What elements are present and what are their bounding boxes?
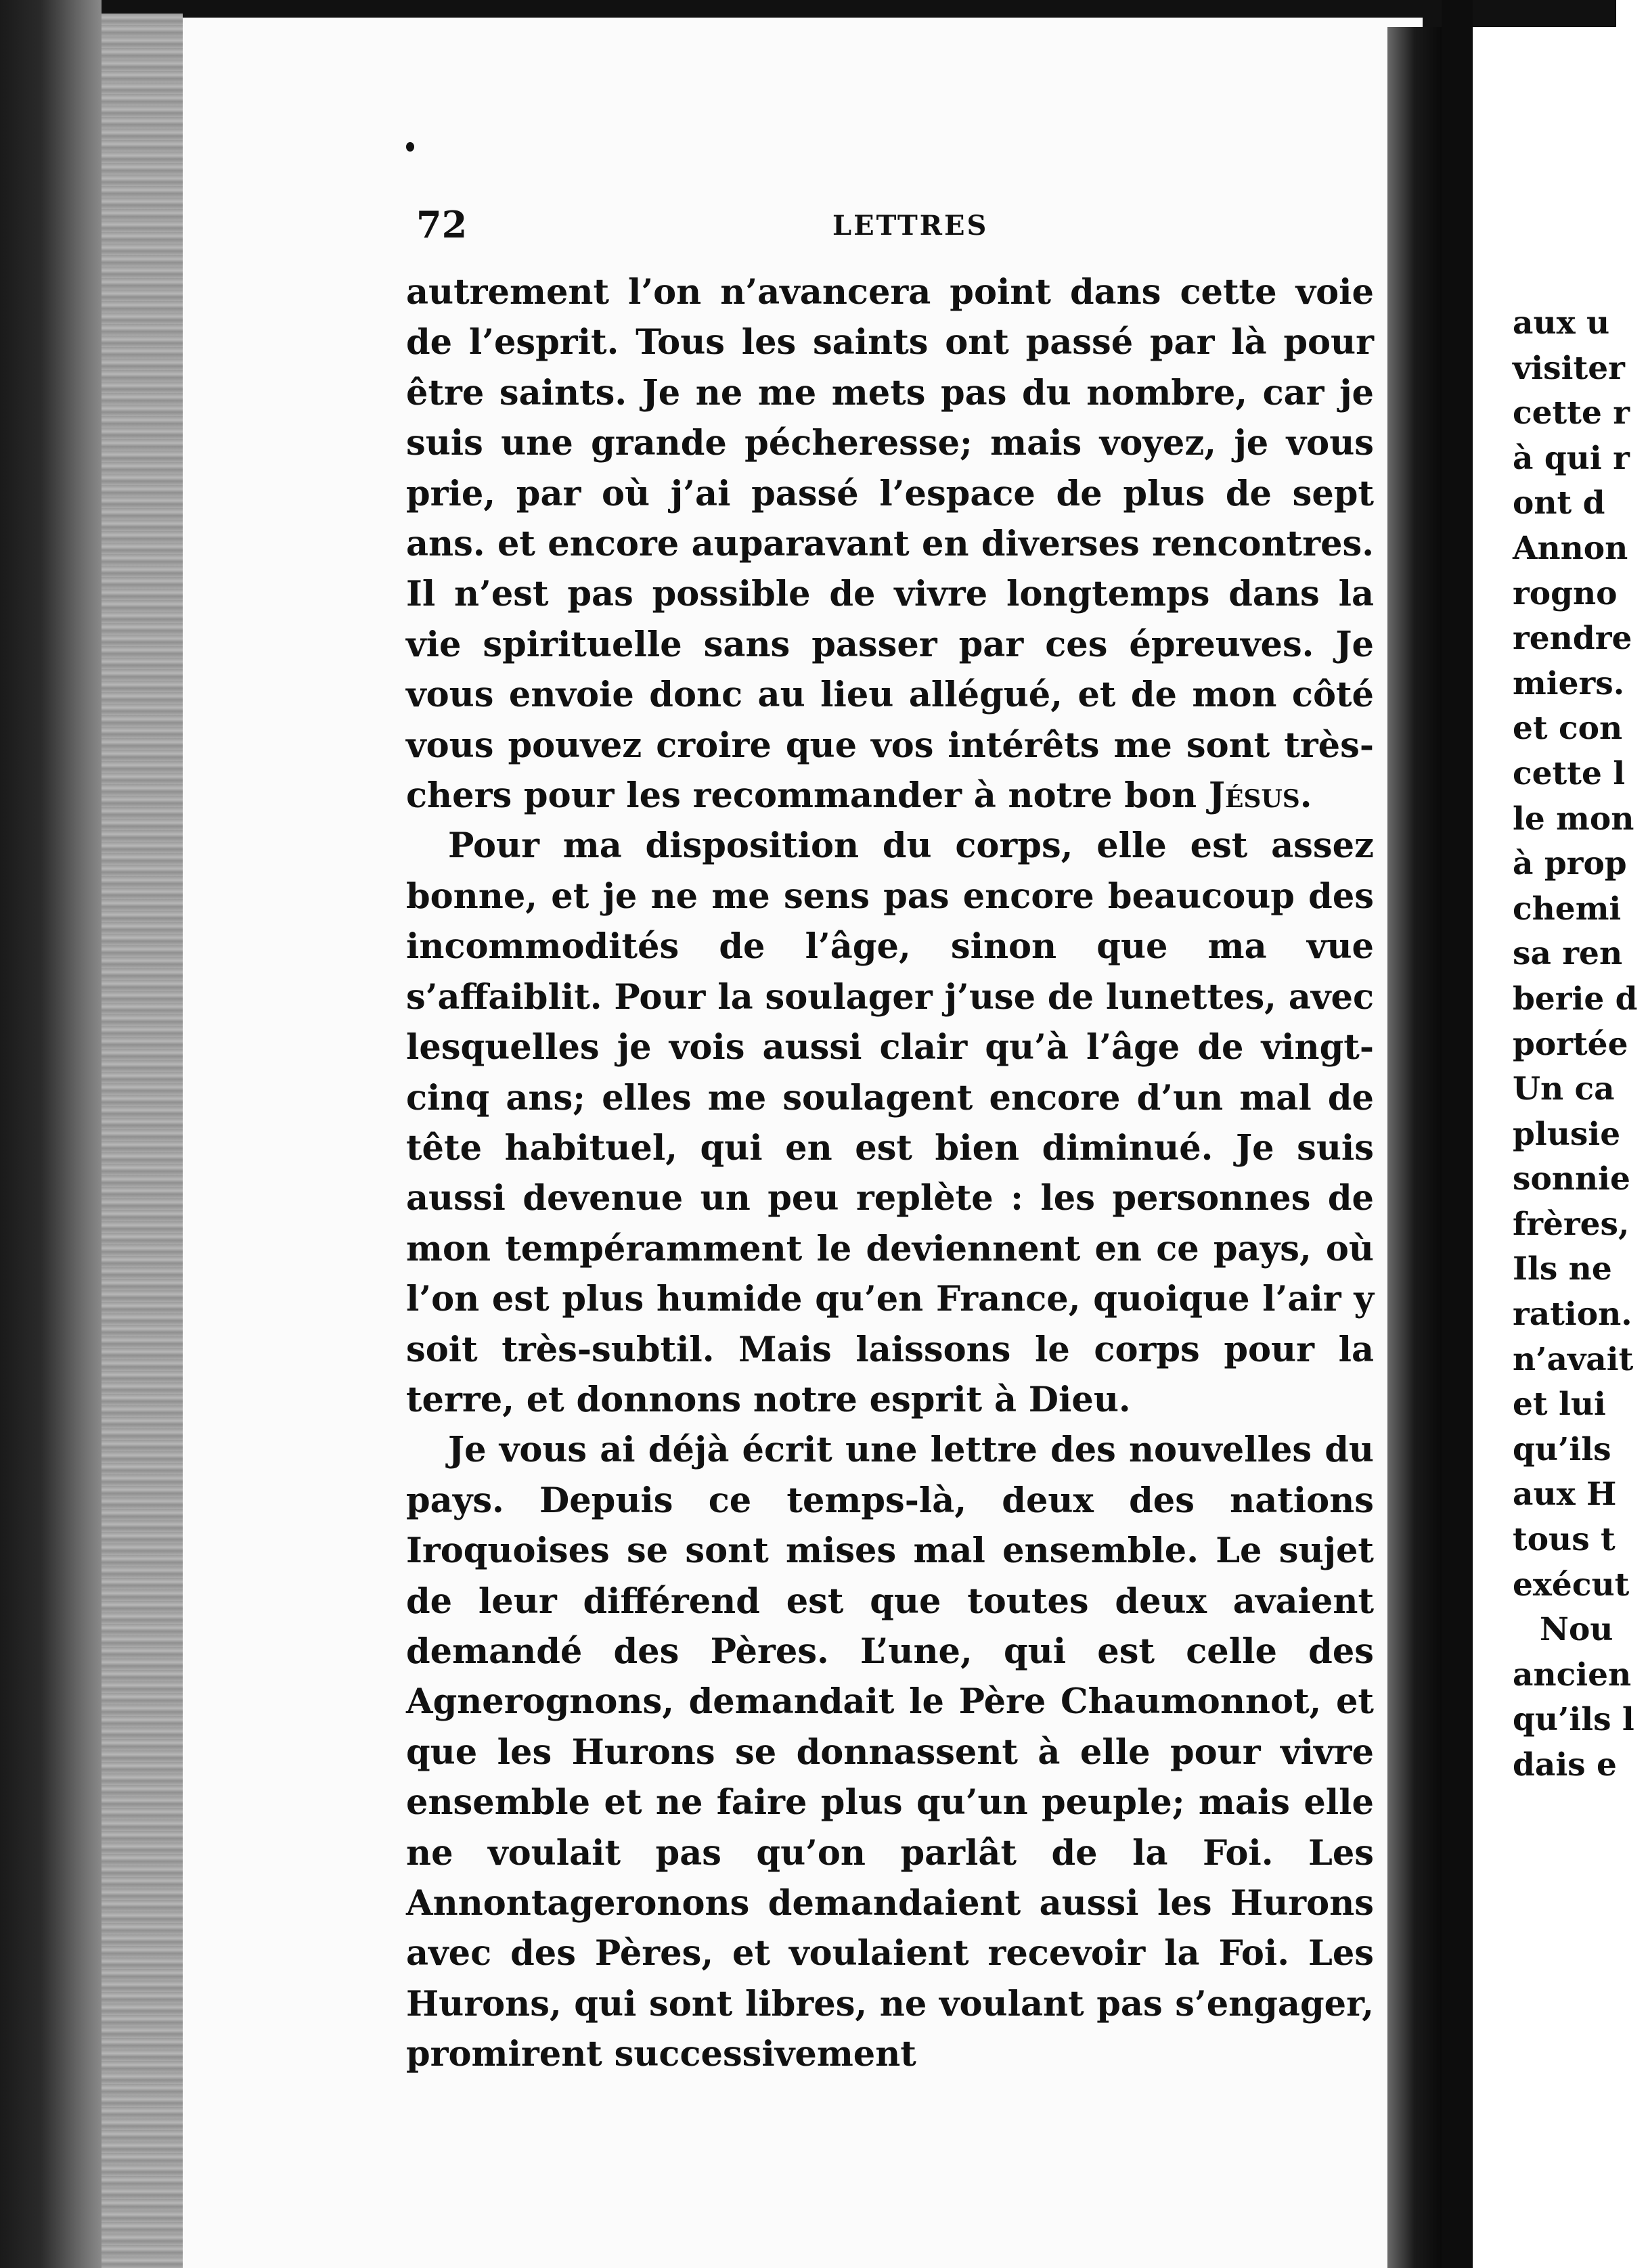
- right-page-line: sonnie: [1513, 1160, 1630, 1198]
- right-page-line: plusie: [1513, 1115, 1621, 1153]
- right-page-line: n’avait: [1513, 1340, 1634, 1378]
- right-page-line: rendre: [1513, 620, 1632, 658]
- paragraph-1-text: autrement l’on n’avancera point dans cette voie de l’esprit. Tous les saints ont passé par là pour être saints. Je ne me mets pas du nombre, car je suis une grande pécheresse; mais voyez, je vous prie, par où j’ai passé l’espace de plus de sept ans. et encore auparavant en diverses rencontres. Il n’est pas possible de vivre longtemps dans la vie spirituelle sans passer par ces épreuves. Je vous envoie donc au lieu allégué, et de mon côté vous pouvez croire que vos intérêts me sont très-chers pour les recommander à notre bon: [406, 272, 1374, 817]
- right-page-line: à prop: [1513, 845, 1627, 883]
- right-page-line: sa ren: [1513, 935, 1623, 973]
- right-page-line: cette l: [1513, 754, 1626, 792]
- right-page-line: frères,: [1513, 1205, 1630, 1243]
- ink-speck: [406, 142, 414, 152]
- paragraph-1-end: .: [1299, 775, 1312, 817]
- page-edges: [102, 14, 183, 2268]
- book-gutter: [1387, 27, 1442, 2268]
- right-page-line: Nou: [1540, 1611, 1613, 1649]
- right-page-line: dais e: [1513, 1746, 1617, 1784]
- scan-frame-left: [0, 0, 102, 2268]
- right-page-line: et lui: [1513, 1386, 1606, 1424]
- page-number: 72: [416, 203, 468, 246]
- right-page-line: ont d: [1513, 484, 1605, 522]
- right-page-line: qu’ils: [1513, 1430, 1611, 1468]
- right-page-line: visiter: [1513, 349, 1625, 387]
- right-page-fragments: [1513, 301, 1648, 1788]
- running-head: LETTRES: [832, 210, 989, 242]
- right-page-line: aux H: [1513, 1476, 1617, 1514]
- right-page-line: exécut: [1513, 1566, 1630, 1604]
- left-page-body: [406, 267, 1374, 2080]
- right-page-line: Annon: [1513, 529, 1628, 567]
- right-page-line: tous t: [1513, 1521, 1616, 1559]
- page-header: [416, 203, 1391, 257]
- right-page-line: rogno: [1513, 574, 1618, 612]
- book-spine-shadow: [1442, 0, 1473, 2268]
- right-page-line: ancien: [1513, 1656, 1632, 1694]
- paragraph-2: Pour ma disposition du corps, elle est assez bonne, et je ne me sens pas encore beaucoup des incommodités de l’âge, sinon que ma vue s’affaiblit. Pour la soulager j’use de lunettes, avec lesquelles je vois aussi clair qu’à l’âge de vingt-cinq ans; elles me soulagent encore d’un mal de tête habituel, qui en est bien diminué. Je suis aussi devenue un peu replète : les personnes de mon tempéramment le deviennent en ce pays, où l’on est plus humide qu’en France, quoique l’air y soit très-subtil. Mais laissons le corps pour la terre, et donnons notre esprit à Dieu.: [406, 825, 1374, 1420]
- right-page-line: aux u: [1513, 304, 1610, 342]
- right-page-line: à qui r: [1513, 439, 1630, 477]
- right-page-line: et con: [1513, 710, 1623, 748]
- paragraph-1: [406, 267, 1374, 821]
- small-caps-word: Jésus: [1208, 775, 1300, 817]
- paragraph-3: Je vous ai déjà écrit une lettre des nouvelles du pays. Depuis ce temps-là, deux des nations Iroquoises se sont mises mal ensemble. Le sujet de leur différend est que toutes deux avaient demandé des Pères. L’une, qui est celle des Agnerognons, demandait le Père Chaumonnot, et que les Hurons se donnassent à elle pour vivre ensemble et ne faire plus qu’un peuple; mais elle ne voulait pas qu’on parlât de la Foi. Les Annontageronons demandaient aussi les Hurons avec des Pères, et voulaient recevoir la Foi. Les Hurons, qui sont libres, ne voulant pas s’engager, promirent successivement: [406, 1430, 1374, 2075]
- right-page-line: le mon: [1513, 800, 1634, 838]
- right-page-line: chemi: [1513, 890, 1622, 928]
- right-page-line: miers.: [1513, 664, 1625, 702]
- right-page-line: cette r: [1513, 394, 1630, 432]
- right-page-line: berie d: [1513, 980, 1638, 1018]
- right-page-line: qu’ils l: [1513, 1701, 1634, 1739]
- right-page-line: ration.: [1513, 1296, 1632, 1334]
- right-page-line: Ils ne: [1513, 1250, 1612, 1288]
- right-page-line: Un ca: [1513, 1070, 1615, 1108]
- right-page-line: portée: [1513, 1025, 1628, 1063]
